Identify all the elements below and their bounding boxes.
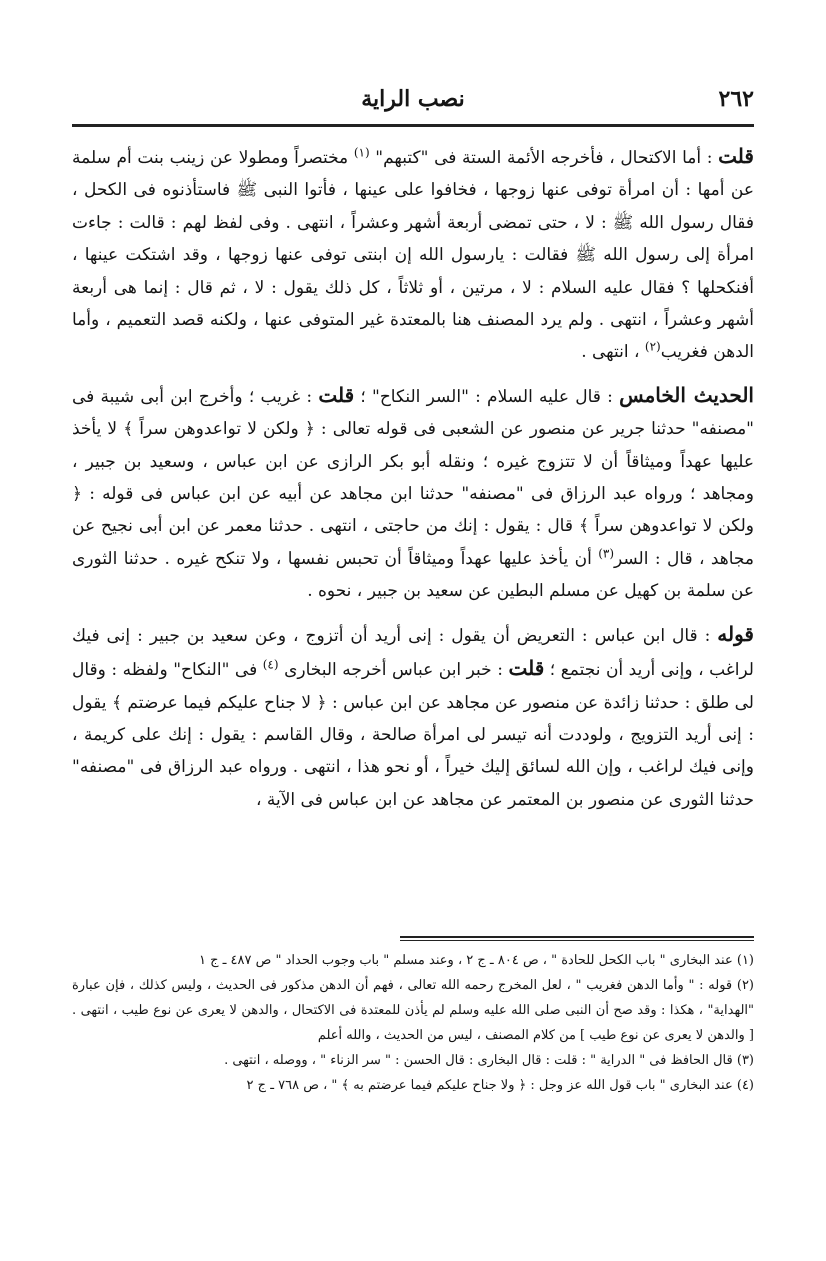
footnote-rule (400, 940, 754, 941)
paragraph-kohl (72, 140, 754, 369)
main-text (72, 140, 754, 816)
keyword-qultu: قلت (718, 144, 754, 168)
paragraph-text: : قال عليه السلام : "السر النكاح" ؛ (354, 386, 620, 407)
paragraph-hadith-five (72, 379, 754, 608)
paragraph-text: : خبر ابن عباس أخرجه البخارى (278, 660, 509, 681)
footnote-4: (٤) عند البخارى " باب قول الله عز وجل : ﴿ ولا جناح عليكم فيما عرضتم به ﴾ " ، ص ٧٦٨ ـ ج ٢ (246, 1078, 754, 1093)
paragraph-text: : قال ابن عباس : التعريض أن يقول : إنى أريد أن أتزوج ، وعن سعيد بن جبير : إنى فيك لراغب ، وإنى أريد أن نجتمع ؛ (72, 625, 754, 681)
footnote-1: (١) عند البخارى " باب الكحل للحادة " ، ص ٨٠٤ ـ ج ٢ ، وعند مسلم " باب وجوب الحداد " ص ٤٨٧ ـ ج ١ (198, 953, 754, 968)
header-rule (72, 124, 754, 127)
keyword-qultu: قلت (318, 382, 355, 407)
keyword-qultu: قلت (508, 656, 545, 681)
paragraph-text: : أما الاكتحال ، فأخرجه الأئمة الستة فى "كتبهم" (369, 148, 719, 168)
paragraph-text: : غريب ؛ وأخرج ابن أبى شيبة فى "مصنفه" حدثنا جرير عن منصور عن الشعبى فى قوله تعالى : ﴿ ولكن لا تواعدوهن سراً ﴾ لا يأخذ عليها عهداً وميثاقاً أن لا تتزوج غيره ؛ ونقله أبو بكر الرازى عن ابن عباس ، وسعيد بن جبير ، ومجاهد ؛ ورواه عبد الرزاق فى "مصنفه" حدثنا ابن مجاهد عن أبيه عن ابن عباس فى قوله : ﴿ ولكن لا تواعدوهن سراً ﴾ قال : يقول : إنك من حاجتى ، انتهى . حدثنا معمر عن ابن أبى نجيح عن مجاهد ، قال : السر (72, 386, 754, 569)
running-title: نصب الراية (361, 86, 465, 112)
paragraph-text: ، انتهى . (581, 342, 645, 363)
footnote-3: (٣) قال الحافظ فى " الدراية " : قلت : قال البخارى : قال الحسن : " سر الزناء " ، ووصله ، انتهى . (224, 1053, 754, 1068)
footnotes (72, 948, 754, 1098)
heading-hadith-five: الحديث الخامس (619, 382, 754, 407)
paragraph-taarid (72, 618, 754, 816)
footnote-ref: (٤) (262, 657, 279, 672)
footnote-ref: (٢) (644, 339, 661, 354)
page-number: ٢٦٢ (718, 86, 754, 112)
footnote-ref: (١) (353, 145, 370, 160)
paragraph-text: مختصراً ومطولا عن زينب بنت أم سلمة عن أمها : أن امرأة توفى عنها زوجها ، فخافوا على عينها ، فأتوا النبى ﷺ فاستأذنوه فى الكحل ، فقال رسول الله ﷺ : لا ، حتى تمضى أربعة أشهر وعشراً ، انتهى . وفى لفظ لهم : قالت : جاءت امرأة إلى رسول الله ﷺ فقالت : يارسول الله إن ابنتى توفى عنها زوجها ، وقد اشتكت عينها ، أفنكحلها ؟ فقال عليه السلام : لا ، مرتين ، أو ثلاثاً ، كل ذلك يقول : لا ، ثم قال : إنما هى أربعة أشهر وعشراً ، انتهى . ولم يرد المصنف هنا بالمعتدة غير المتوفى عنها ، ولكنه قصد التعميم ، وأما الدهن فغريب (72, 148, 754, 363)
paragraph-text: أن يأخذ عليها عهداً وميثاقاً أن تحبس نفسها ، ولا تنكح غيره . حدثنا الثورى عن سلمة بن كهيل عن مسلم البطين عن سعيد بن جبير ، نحوه . (72, 548, 754, 602)
page-header (72, 82, 754, 118)
footnote-rule (400, 936, 754, 938)
footnote-2: (٢) قوله : " وأما الدهن فغريب " ، لعل المخرج رحمه الله تعالى ، فهم أن الدهن مذكور فى الحديث ، وليس كذلك ، فإن عبارة "الهداية" ، هكذا : وقد صح أن النبى صلى الله عليه وسلم لم يأذن للمعتدة فى الاكتحال ، والدهن لا يعرى عن نوع طيب ، انتهى . [ والدهن لا يعرى عن نوع طيب ] من كلام المصنف ، ليس من الحديث ، والله أعلم (72, 978, 754, 1043)
paragraph-text: فى "النكاح" ولفظه : وقال لى طلق : حدثنا زائدة عن منصور عن مجاهد عن ابن عباس : ﴿ لا جناح عليكم فيما عرضتم ﴾ يقول : إنى أريد التزويج ، ولوددت أنه تيسر لى امرأة صالحة ، وقال القاسم : يقول : إنك على كريمة ، وإنى فيك لراغب ، وإن الله لسائق إليك خيراً ، أو نحو هذا ، انتهى . ورواه عبد الرزاق فى "مصنفه" حدثنا الثورى عن منصور بن المعتمر عن مجاهد عن ابن عباس فى الآية ، (72, 660, 754, 810)
footnote-ref: (٣) (598, 546, 615, 561)
keyword-qawluhu: قوله (717, 621, 754, 646)
